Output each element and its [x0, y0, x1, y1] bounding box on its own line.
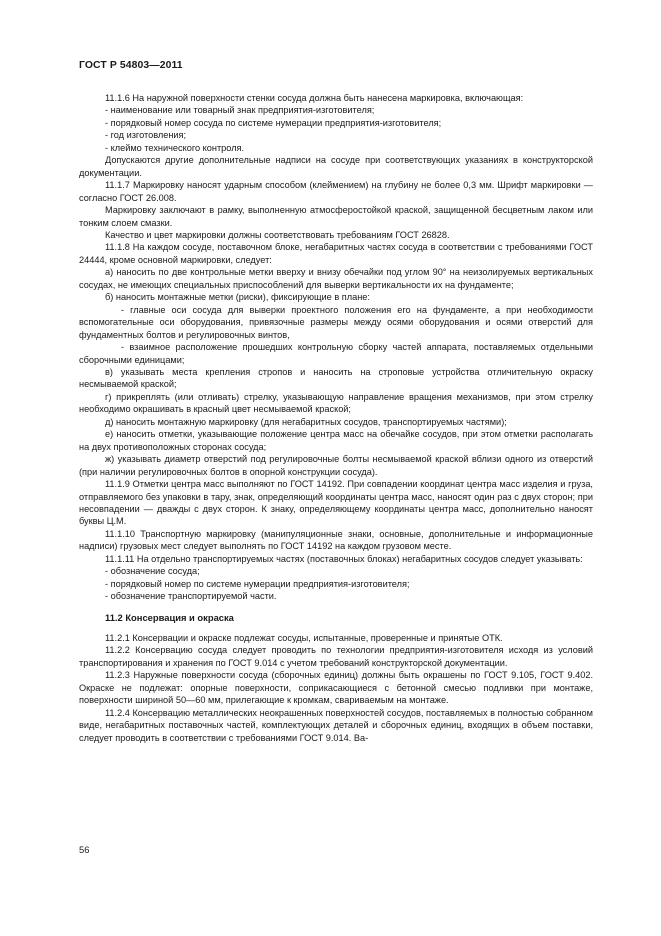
paragraph: в) указывать места крепления стропов и наносить на строповые устройства отличительную окраску несмываемой краской;: [79, 366, 593, 390]
paragraph: ж) указывать диаметр отверстий под регулировочные болты несмываемой краской вблизи одного из отверстий (при наличии регулировочных болтов в опорной конструкции сосуда).: [79, 454, 593, 477]
section-heading: 11.2 Консервация и окраска: [105, 611, 234, 623]
paragraph: 11.1.11 На отдельно транспортируемых частях (поставочных блоках) негабаритных сосудов следует указывать:: [105, 553, 583, 564]
paragraph: Маркировку заключают в рамку, выполненную атмосферостойкой краской, защищенной бесцветным лаком или тонким слоем смазки.: [79, 205, 593, 228]
paragraph: - главные оси сосуда для выверки проектного положения его на фундаменте, а при необходимости вспомогательные оси оборудования, привязочные размеры между осями оборудования и осями отверстий для фундаментных болтов и регулировочных винтов,: [79, 304, 593, 340]
paragraph: - обозначение сосуда;: [105, 566, 200, 577]
paragraph: 11.2.4 Консервацию металлических неокрашенных поверхностей сосудов, поставляемых в полностью собранном виде, негабаритных поставочных частей, комплектующих деталей и сборочных единиц, входящих в объем поставки, следует проводить в соответствии с требованиями ГОСТ 9.014. Ва-: [79, 707, 593, 743]
paragraph: д) наносить монтажную маркировку (для негабаритных сосудов, транспортируемых частями);: [105, 416, 507, 427]
paragraph: 11.1.6 На наружной поверхности стенки сосуда должна быть нанесена маркировка, включающая:: [105, 93, 524, 103]
paragraph: е) наносить отметки, указывающие положение центра масс на обечайке сосудов, при этом отметки располагать на двух противоположных сторонах сосуда;: [79, 429, 593, 452]
paragraph: - взаимное расположение прошедших контрольную сборку частей аппарата, поставляемых отдельными сборочными единицами;: [79, 342, 593, 365]
paragraph: Допускаются другие дополнительные надписи на сосуде при соответствующих указаниях в конструкторской документации.: [79, 155, 593, 178]
paragraph: - год изготовления;: [105, 130, 187, 141]
paragraph: - обозначение транспортируемой части.: [105, 591, 277, 602]
paragraph: - порядковый номер сосуда по системе нумерации предприятия-изготовителя;: [105, 117, 442, 128]
document-body: [79, 92, 593, 744]
paragraph: Качество и цвет маркировки должны соответствовать требованиям ГОСТ 26828.: [105, 229, 450, 240]
paragraph: 11.1.8 На каждом сосуде, поставочном блоке, негабаритных частях сосуда в соответствии с требованиями ГОСТ 24444, кроме основной маркировки, следует:: [79, 242, 593, 265]
paragraph: 11.1.7 Маркировку наносят ударным способом (клеймением) на глубину не более 0,3 мм. Шрифт маркировки — согласно ГОСТ 26.008.: [79, 180, 593, 203]
paragraph: 11.2.2 Консервацию сосуда следует проводить по технологии предприятия-изготовителя исходя из условий транспортирования и хранения по ГОСТ 9.014 с учетом требований конструкторской документации.: [79, 645, 593, 668]
page-number: 56: [79, 844, 90, 855]
paragraph: г) прикреплять (или отливать) стрелку, указывающую направление вращения механизмов, при этом стрелку необходимо окрашивать в красный цвет несмываемой краской;: [79, 391, 593, 415]
paragraph: 11.2.3 Наружные поверхности сосуда (сборочных единиц) должны быть окрашены по ГОСТ 9.105, ГОСТ 9.402. Окраске не подлежат: опорные поверхности, соприкасающиеся с бетонной смесью подливки при монтаже, поверхности шириной 50—60 мм, прилегающие к кромкам, свариваемым на монтаже.: [79, 670, 593, 706]
paragraph: 11.1.9 Отметки центра масс выполняют по ГОСТ 14192. При совпадении координат центра масс изделия и груза, отправляемого без упаковки в тару, знак, определяющий координаты центра масс, наносят один раз с двух сторон; при несовпадении — дважды с двух сторон. К знаку, определяющему координаты центра масс, дополнительно наносят буквы Ц.М.: [79, 479, 593, 527]
paragraph: - клеймо технического контроля.: [105, 142, 245, 153]
paragraph: б) наносить монтажные метки (риски), фиксирующие в плане:: [105, 292, 370, 303]
document-header: ГОСТ Р 54803—2011: [79, 60, 183, 71]
paragraph: 11.2.1 Консервации и окраске подлежат сосуды, испытанные, проверенные и принятые ОТК.: [105, 633, 503, 644]
paragraph: 11.1.10 Транспортную маркировку (манипуляционные знаки, основные, дополнительные и информационные надписи) грузовых мест следует выполнять по ГОСТ 14192 на каждом грузовом месте.: [79, 528, 593, 552]
paragraph: - порядковый номер по системе нумерации предприятия-изготовителя;: [105, 578, 410, 589]
paragraph: - наименование или товарный знак предприятия-изготовителя;: [105, 105, 375, 116]
paragraph: а) наносить по две контрольные метки вверху и внизу обечайки под углом 90° на неизолируемых вертикальных сосудах, не имеющих специальных приспособлений для выверки вертикальности их на фундаменте;: [79, 267, 593, 290]
